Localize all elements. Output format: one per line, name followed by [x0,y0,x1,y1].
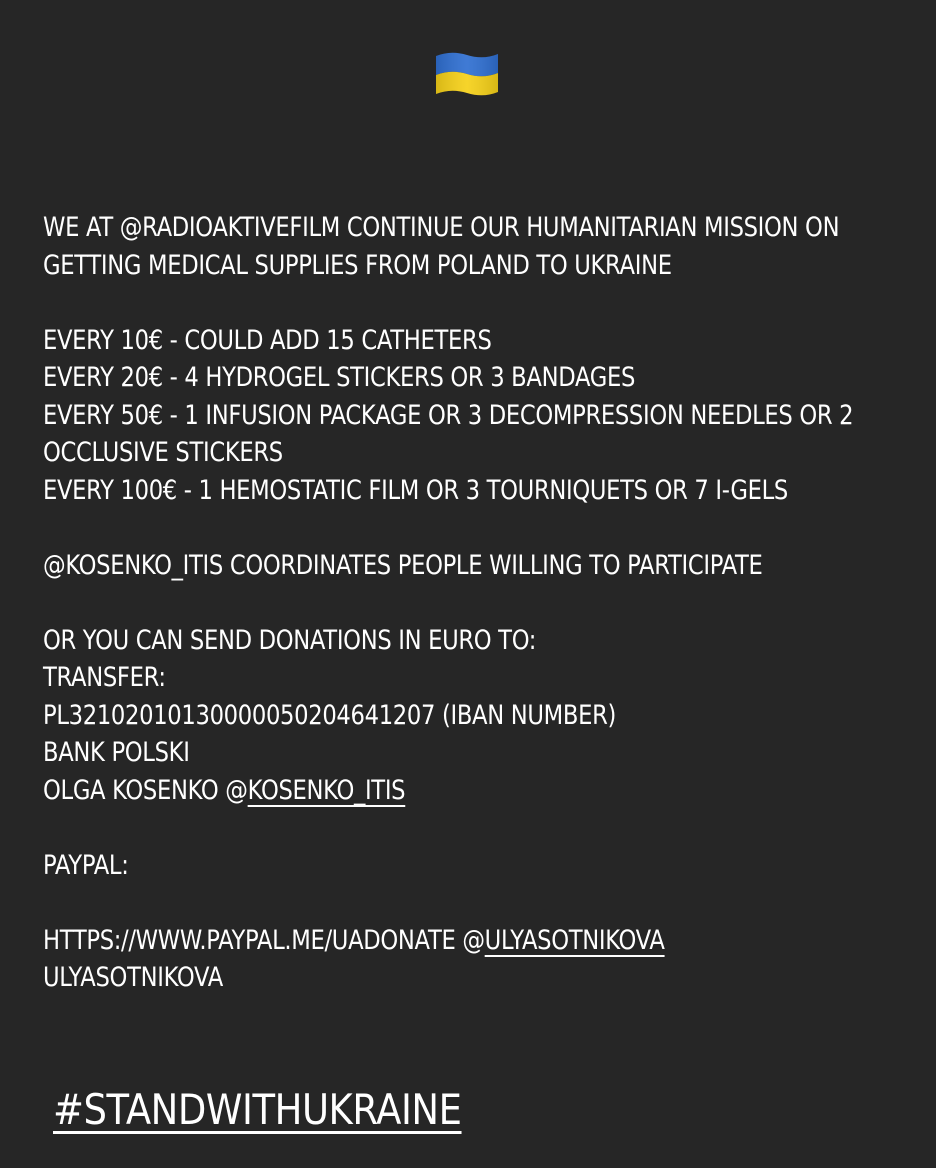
intro-line-2: GETTING MEDICAL SUPPLIES FROM POLAND TO UKRAINE [43,249,672,281]
ukraine-flag-icon [434,50,500,96]
paypal-mention-link[interactable]: ULYASOTNIKOVA [484,924,665,956]
tier-50-line-1: EVERY 50€ - 1 INFUSION PACKAGE OR 3 DECOMPRESSION NEEDLES OR 2 [43,399,854,431]
paypal-name-line: ULYASOTNIKOVA [43,962,223,993]
paypal-line [43,922,782,960]
iban-line: PL32102010130000050204641207 (IBAN NUMBER) [43,699,617,731]
tier-50-line-2: OCCLUSIVE STICKERS [43,437,283,468]
tier-100-line: EVERY 100€ - 1 HEMOSTATIC FILM OR 3 TOURNIQUETS OR 7 I-GELS [43,474,788,506]
coordinator-line: @KOSENKO_ITIS COORDINATES PEOPLE WILLING TO PARTICIPATE [43,549,763,581]
transfer-label: TRANSFER: [43,662,166,693]
tier-20-line: EVERY 20€ - 4 HYDROGEL STICKERS OR 3 BANDAGES [43,362,636,393]
recipient-line [43,772,782,810]
intro-line-1: WE AT @RADIOAKTIVEFILM CONTINUE OUR HUMANITARIAN MISSION ON [43,212,840,243]
recipient-name: OLGA KOSENKO @ [43,774,248,806]
hashtag-sticker[interactable]: #STANDWITHUKRAINE [53,1085,462,1134]
recipient-mention-link[interactable]: KOSENKO_ITIS [247,774,406,806]
paypal-url: HTTPS://WWW.PAYPAL.ME/UADONATE @ [43,924,485,956]
bank-line: BANK POLSKI [43,737,190,768]
story-text-block [43,209,923,997]
paypal-label: PAYPAL: [43,849,129,881]
donations-intro-line: OR YOU CAN SEND DONATIONS IN EURO TO: [43,624,537,656]
tier-10-line: EVERY 10€ - COULD ADD 15 CATHETERS [43,324,492,356]
